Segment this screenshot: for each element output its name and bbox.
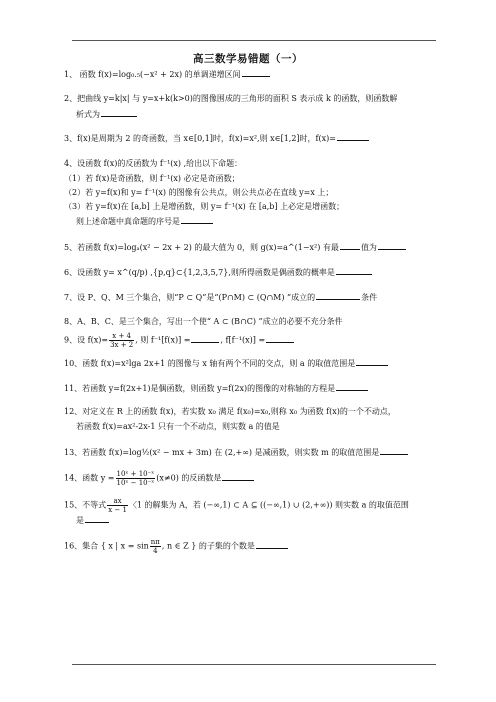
set-expression: { x | x = sin (100, 541, 149, 551)
question-16-text: 16、集合 (64, 541, 99, 551)
answer-blank (101, 107, 137, 117)
question-15-text-2: 〈1 的解集为 A，若 (−∞,1) ⊂ A ⊆ ((−∞,1) ∪ (2,+∞)) 则实数 a 的取值范围 (128, 500, 409, 510)
question-4-item-3 (64, 200, 449, 213)
question-16-text-2: 的子集的个数是 (198, 541, 255, 551)
answer-blank (191, 333, 219, 343)
fraction-denominator: 4 (153, 547, 158, 555)
fraction-denominator: 10ˣ − 10⁻ˣ (116, 479, 155, 487)
footer-rule (72, 664, 436, 665)
fraction-numerator: x + 4 (109, 332, 134, 341)
question-4-item-2 (64, 186, 449, 199)
question-14 (64, 470, 449, 487)
fraction (116, 470, 156, 487)
question-15-text: 15、不等式 (64, 500, 107, 510)
question-7 (64, 290, 449, 304)
question-15 (64, 497, 449, 514)
question-3 (64, 131, 449, 145)
answer-blank (316, 290, 360, 300)
question-9 (64, 332, 449, 349)
fraction (109, 332, 134, 349)
question-5-text: 5、若函数 f(x)=logₐ(x² − 2x + 2) 的最大值为 0，则 g(x)=a^(1−x²) 有最 (64, 243, 339, 252)
answer-blank (85, 513, 109, 523)
fraction (150, 538, 161, 555)
fraction-denominator: 3x + 2 (110, 341, 134, 349)
question-12-text: 12、对定义在 R 上的函数 f(x)，若实数 x₀ 满足 f(x₀)=x₀,则称 x₀ 为函数 f(x)的一个不动点， (64, 407, 396, 416)
question-4-item-2-text: （2）若 y=f(x)和 y= f⁻¹(x) 的图像有公共点，则公共点必在直线 y=x 上； (64, 188, 334, 197)
set-expression-end: , n ∈ Z } (161, 541, 197, 551)
question-5 (64, 240, 449, 254)
fraction-numerator: nπ (150, 538, 160, 546)
question-15-text-cont: 是 (76, 516, 84, 525)
answer-blank (340, 240, 360, 250)
fraction-denominator: x − 1 (108, 506, 127, 514)
question-4-item-3-text: （3）若 y=f(x)在 [a,b] 上是增函数，则 y= f⁻¹(x) 在 [a,b] 上必定是增函数； (64, 202, 345, 211)
question-13 (64, 445, 449, 459)
question-6-text: 6、设函数 y= x^(q/p) ,{p,q}⊂{1,2,3,5,7},则所得函数是偶函数的概率是 (64, 268, 335, 277)
question-8 (64, 315, 449, 328)
page-title: 高三数学易错题（一） (193, 53, 303, 65)
question-4-text: 4、设函数 f(x)的反函数为 f⁻¹(x) ,给出以下命题： (64, 159, 243, 168)
answer-blank (266, 333, 294, 343)
question-4-conclusion-text: 则上述命题中真命题的序号是 (76, 217, 180, 226)
answer-blank (378, 240, 406, 250)
question-12-cont (64, 420, 461, 433)
header-rule (72, 40, 436, 41)
question-1 (64, 67, 449, 81)
question-13-text: 13、若函数 f(x)=log½(x² − mx + 3m) 在 (2,+∞) 是减函数，则实数 m 的取值范围是 (64, 448, 380, 457)
question-4-item-1 (64, 172, 449, 185)
answer-blank (337, 131, 369, 141)
answer-blank (356, 356, 388, 366)
question-11-text: 11、若函数 y=f(2x+1)是偶函数，则函数 y=f(2x)的图像的对称轴的方程是 (64, 384, 336, 393)
question-14-text: 14、函数 y = (64, 473, 115, 483)
fraction (107, 497, 128, 514)
question-9-text-2: , 则 f⁻¹[f(x)] = (135, 335, 191, 345)
question-4-item-1-text: （1）若 f(x)是奇函数，则 f⁻¹(x) 必定是奇函数； (64, 174, 240, 183)
question-7-text-2: 条件 (361, 293, 378, 302)
question-16 (64, 538, 449, 555)
question-10 (64, 356, 449, 370)
question-8-text: 8、A、B、C、是三个集合，写出一个使“ A ⊂ (B∩C) ”成立的必要不充分条件 (64, 317, 343, 326)
answer-blank (181, 214, 213, 224)
answer-blank (256, 539, 288, 549)
question-6 (64, 265, 449, 279)
fraction-numerator: ax (107, 497, 128, 506)
question-4 (64, 157, 449, 170)
answer-blank (380, 445, 408, 455)
question-7-text: 7、设 P、Q、M 三个集合，则“P ⊂ Q”是“(P∩M) ⊂ (Q∩M) ”成立的 (64, 293, 316, 302)
question-2-text-cont: 析式为 (76, 110, 100, 119)
answer-blank (242, 67, 270, 77)
answer-blank (336, 265, 372, 275)
question-2-text: 2、把曲线 y=k|x| 与 y=x+k(k>0)的图像围成的三角形的面积 S 表示成 k 的函数，则函数解 (64, 94, 398, 103)
question-12 (64, 405, 449, 418)
question-3-text: 3、f(x)是周期为 2 的奇函数，当 x∈[0,1]时，f(x)=x²,则 x∈[1,2]时，f(x)= (64, 134, 336, 143)
question-4-conclusion (64, 214, 461, 228)
question-10-text: 10、函数 f(x)=x²lga 2x+1 的图像与 x 轴有两个不同的交点，则 a 的取值范围是 (64, 359, 356, 368)
question-14-text-2: (x≠0) 的反函数是 (156, 473, 222, 483)
question-5-text-2: 值为 (360, 243, 377, 252)
question-9-text: 9、设 f(x)= (64, 335, 109, 345)
question-11 (64, 381, 449, 395)
answer-blank (222, 471, 254, 481)
question-2-cont (64, 107, 461, 121)
fraction-numerator: 10ˣ + 10⁻ˣ (116, 470, 155, 478)
question-9-text-3: , f[f⁻¹(x)] = (220, 335, 266, 345)
question-15-cont (64, 513, 461, 527)
answer-blank (336, 381, 368, 391)
question-2 (64, 92, 449, 105)
question-12-text-cont: 若函数 f(x)=ax²-2x-1 只有一个不动点，则实数 a 的值是 (76, 422, 280, 431)
question-1-text: 1、 函数 f(x)=log₀.₅(−x² + 2x) 的单调递增区间 (64, 70, 241, 79)
